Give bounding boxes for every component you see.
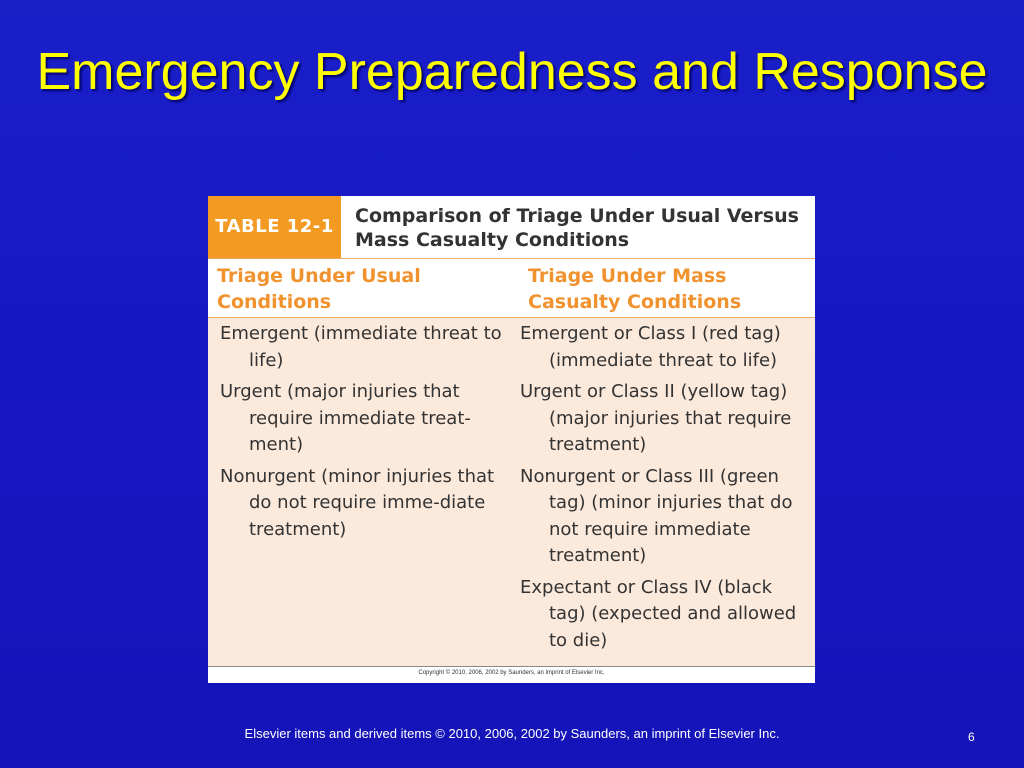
table-cell-nonurgent: Nonurgent (minor injuries that do not require imme-diate treatment) — [220, 465, 495, 540]
usual-conditions-column — [220, 321, 510, 548]
table-copyright: Copyright © 2010, 2006, 2002 by Saunders, an imprint of Elsevier Inc. — [418, 670, 605, 676]
table-cell-class-iii: Nonurgent or Class III (green tag) (minor injuries that do not require immediate treatment) — [520, 465, 793, 566]
mass-casualty-column — [520, 321, 810, 659]
table-cell-urgent: Urgent (major injuries that require immediate treat-ment) — [220, 381, 471, 455]
slide-footer: Elsevier items and derived items © 2010, 2006, 2002 by Saunders, an imprint of Elsevier Inc. — [244, 726, 780, 741]
slide-number: 6 — [968, 730, 975, 744]
table-cell-emergent: Emergent (immediate threat to life) — [220, 323, 502, 371]
column-header-mass-casualty: Triage Under Mass Casualty Conditions — [528, 265, 742, 313]
table-cell-class-iv: Expectant or Class IV (black tag) (expected and allowed to die) — [520, 576, 797, 651]
column-header-row — [208, 258, 815, 318]
slide-title: Emergency Preparedness and Response — [36, 43, 988, 101]
table-cell-class-ii: Urgent or Class II (yellow tag) (major injuries that require treatment) — [520, 381, 792, 455]
table-caption: Comparison of Triage Under Usual Versus Mass Casualty Conditions — [355, 205, 799, 251]
table-cell-class-i: Emergent or Class I (red tag) (immediate threat to life) — [520, 323, 781, 371]
table-number-badge: TABLE 12-1 — [208, 196, 341, 258]
table-copyright-band — [208, 666, 815, 683]
column-header-usual: Triage Under Usual Conditions — [217, 265, 421, 313]
triage-table — [208, 196, 815, 683]
